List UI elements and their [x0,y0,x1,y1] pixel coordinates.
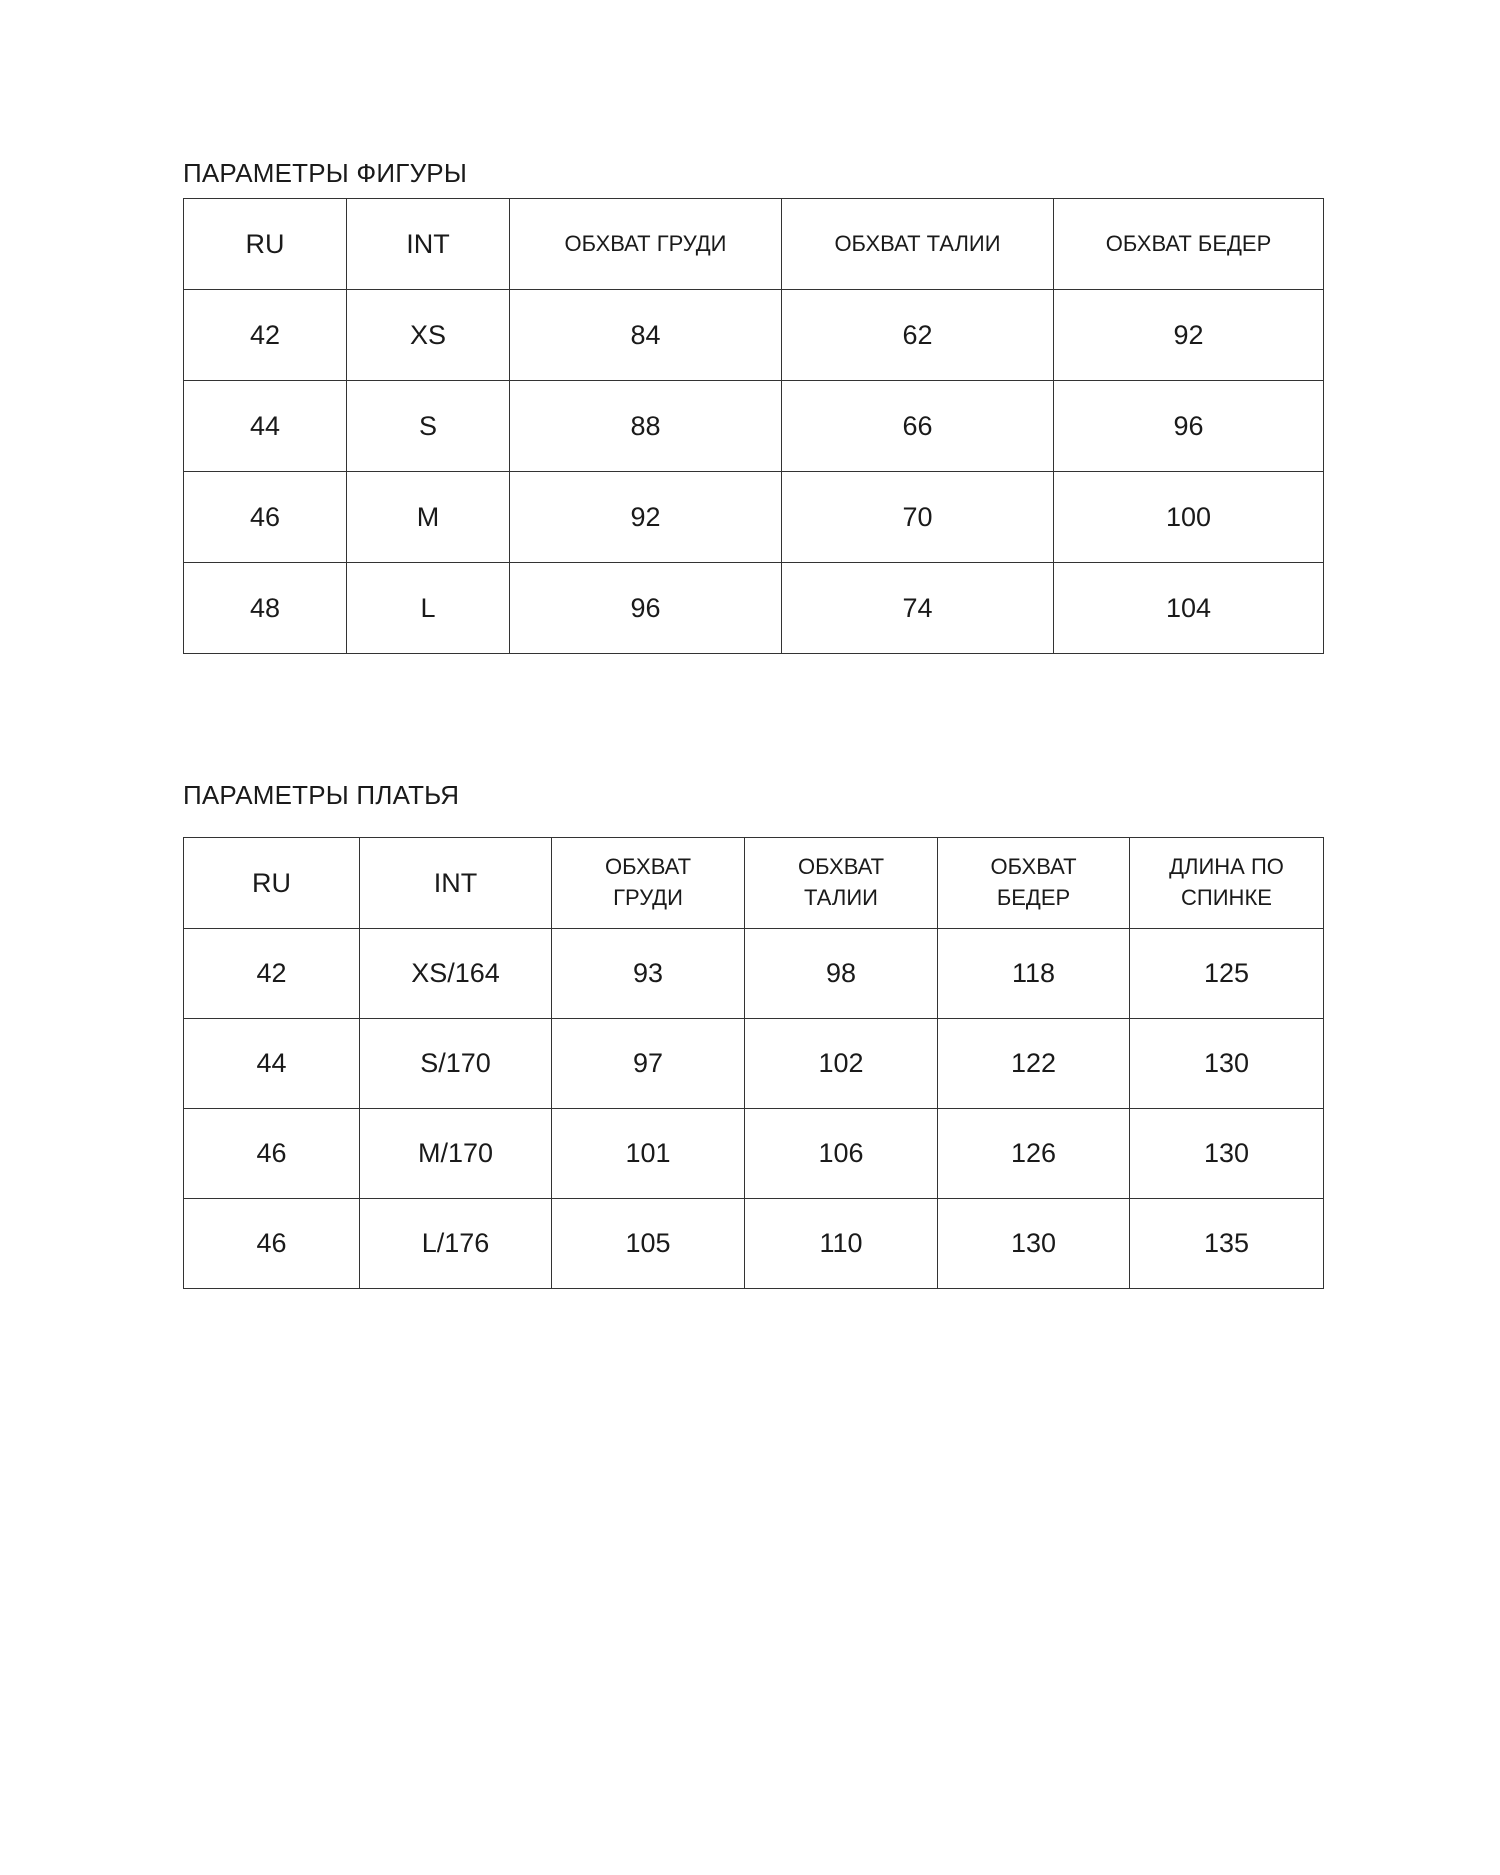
dress-params-title: ПАРАМЕТРЫ ПЛАТЬЯ [183,780,460,810]
table-header-row [184,838,1324,929]
cell-int: S/170 [360,1019,552,1109]
cell-ru: 44 [184,381,347,472]
cell-chest: 93 [552,929,745,1019]
header-hips: ОБХВАТ БЕДЕР [938,838,1130,929]
cell-back-length: 130 [1130,1109,1324,1199]
cell-int: L/176 [360,1199,552,1289]
table-row [184,381,1324,472]
header-chest: ОБХВАТ ГРУДИ [552,838,745,929]
cell-chest: 105 [552,1199,745,1289]
cell-waist: 106 [745,1109,938,1199]
cell-back-length: 125 [1130,929,1324,1019]
table-row [184,290,1324,381]
table-row [184,929,1324,1019]
cell-ru: 44 [184,1019,360,1109]
cell-back-length: 135 [1130,1199,1324,1289]
cell-hips: 126 [938,1109,1130,1199]
cell-chest: 84 [510,290,782,381]
cell-chest: 96 [510,563,782,654]
table-row [184,563,1324,654]
cell-ru: 46 [184,1199,360,1289]
header-hips: ОБХВАТ БЕДЕР [1054,199,1324,290]
table-row [184,1199,1324,1289]
cell-waist: 102 [745,1019,938,1109]
header-waist: ОБХВАТ ТАЛИИ [745,838,938,929]
cell-waist: 62 [782,290,1054,381]
cell-chest: 101 [552,1109,745,1199]
cell-hips: 122 [938,1019,1130,1109]
cell-hips: 104 [1054,563,1324,654]
cell-chest: 97 [552,1019,745,1109]
cell-ru: 48 [184,563,347,654]
cell-waist: 98 [745,929,938,1019]
header-ru: RU [184,838,360,929]
cell-hips: 96 [1054,381,1324,472]
cell-waist: 70 [782,472,1054,563]
cell-int: M [347,472,510,563]
table-header-row [184,199,1324,290]
figure-params-title: ПАРАМЕТРЫ ФИГУРЫ [183,158,468,188]
cell-hips: 100 [1054,472,1324,563]
cell-ru: 46 [184,1109,360,1199]
cell-int: XS [347,290,510,381]
cell-hips: 130 [938,1199,1130,1289]
cell-ru: 46 [184,472,347,563]
cell-hips: 92 [1054,290,1324,381]
header-chest: ОБХВАТ ГРУДИ [510,199,782,290]
header-back-length: ДЛИНА ПО СПИНКЕ [1130,838,1324,929]
cell-waist: 74 [782,563,1054,654]
header-waist: ОБХВАТ ТАЛИИ [782,199,1054,290]
header-ru: RU [184,199,347,290]
table-row [184,1019,1324,1109]
cell-int: S [347,381,510,472]
cell-hips: 118 [938,929,1130,1019]
cell-int: XS/164 [360,929,552,1019]
table-row [184,1109,1324,1199]
cell-chest: 92 [510,472,782,563]
cell-waist: 66 [782,381,1054,472]
cell-chest: 88 [510,381,782,472]
cell-int: M/170 [360,1109,552,1199]
dress-params-table [183,837,1324,1289]
cell-ru: 42 [184,290,347,381]
cell-back-length: 130 [1130,1019,1324,1109]
header-int: INT [347,199,510,290]
cell-int: L [347,563,510,654]
table-row [184,472,1324,563]
header-int: INT [360,838,552,929]
cell-ru: 42 [184,929,360,1019]
figure-params-table [183,198,1324,654]
cell-waist: 110 [745,1199,938,1289]
